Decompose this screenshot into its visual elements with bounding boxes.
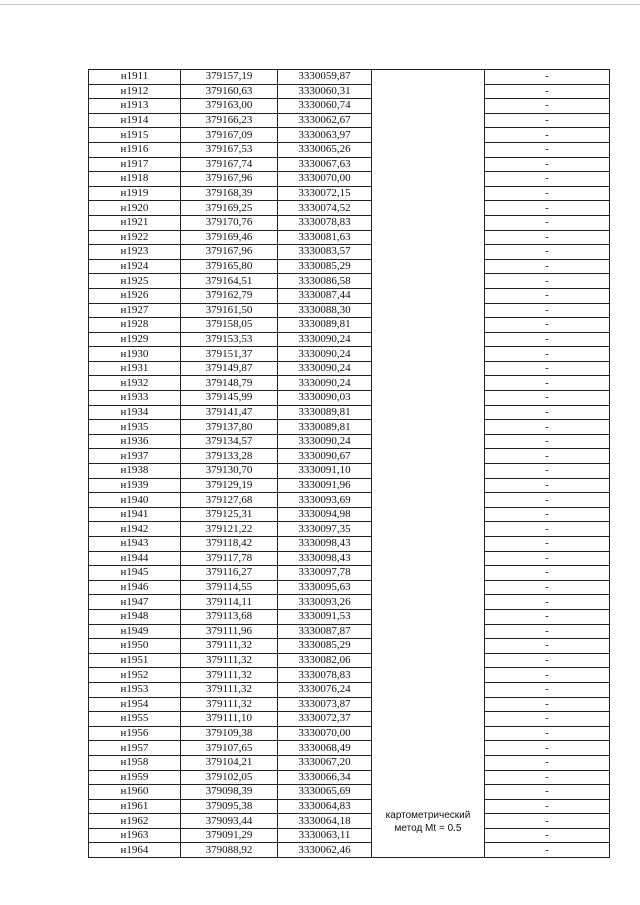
table-row xyxy=(89,785,610,800)
table-row xyxy=(89,128,610,143)
x-coordinate-cell: 379088,92 xyxy=(181,843,278,858)
point-id-cell: н1931 xyxy=(89,361,181,376)
note-cell: - xyxy=(485,726,610,741)
point-id-cell: н1921 xyxy=(89,215,181,230)
table-row xyxy=(89,361,610,376)
table-row xyxy=(89,405,610,420)
point-id-cell: н1914 xyxy=(89,113,181,128)
y-coordinate-cell: 3330094,98 xyxy=(278,507,372,522)
x-coordinate-cell: 379170,76 xyxy=(181,215,278,230)
note-cell: - xyxy=(485,70,610,85)
point-id-cell: н1918 xyxy=(89,172,181,187)
y-coordinate-cell: 3330098,43 xyxy=(278,537,372,552)
x-coordinate-cell: 379111,32 xyxy=(181,639,278,654)
y-coordinate-cell: 3330068,49 xyxy=(278,741,372,756)
point-id-cell: н1923 xyxy=(89,245,181,260)
y-coordinate-cell: 3330095,63 xyxy=(278,580,372,595)
note-cell: - xyxy=(485,566,610,581)
note-cell: - xyxy=(485,405,610,420)
table-row xyxy=(89,580,610,595)
y-coordinate-cell: 3330087,44 xyxy=(278,288,372,303)
note-cell: - xyxy=(485,595,610,610)
point-id-cell: н1934 xyxy=(89,405,181,420)
table-row xyxy=(89,507,610,522)
y-coordinate-cell: 3330067,63 xyxy=(278,157,372,172)
y-coordinate-cell: 3330062,46 xyxy=(278,843,372,858)
note-cell: - xyxy=(485,799,610,814)
x-coordinate-cell: 379093,44 xyxy=(181,814,278,829)
note-cell: - xyxy=(485,843,610,858)
y-coordinate-cell: 3330089,81 xyxy=(278,318,372,333)
point-id-cell: н1935 xyxy=(89,420,181,435)
table-row xyxy=(89,478,610,493)
x-coordinate-cell: 379166,23 xyxy=(181,113,278,128)
note-cell: - xyxy=(485,624,610,639)
note-cell: - xyxy=(485,682,610,697)
x-coordinate-cell: 379125,31 xyxy=(181,507,278,522)
x-coordinate-cell: 379137,80 xyxy=(181,420,278,435)
point-id-cell: н1927 xyxy=(89,303,181,318)
note-cell: - xyxy=(485,361,610,376)
note-cell: - xyxy=(485,245,610,260)
y-coordinate-cell: 3330060,74 xyxy=(278,99,372,114)
table-row xyxy=(89,464,610,479)
point-id-cell: н1949 xyxy=(89,624,181,639)
point-id-cell: н1944 xyxy=(89,551,181,566)
note-cell: - xyxy=(485,449,610,464)
x-coordinate-cell: 379160,63 xyxy=(181,84,278,99)
x-coordinate-cell: 379114,11 xyxy=(181,595,278,610)
note-cell: - xyxy=(485,157,610,172)
x-coordinate-cell: 379111,10 xyxy=(181,712,278,727)
note-cell: - xyxy=(485,201,610,216)
x-coordinate-cell: 379168,39 xyxy=(181,186,278,201)
point-id-cell: н1912 xyxy=(89,84,181,99)
point-id-cell: н1938 xyxy=(89,464,181,479)
x-coordinate-cell: 379107,65 xyxy=(181,741,278,756)
note-cell: - xyxy=(485,215,610,230)
y-coordinate-cell: 3330090,03 xyxy=(278,391,372,406)
y-coordinate-cell: 3330065,69 xyxy=(278,785,372,800)
table-row xyxy=(89,449,610,464)
coordinates-table-body xyxy=(89,70,610,858)
point-id-cell: н1950 xyxy=(89,639,181,654)
note-cell: - xyxy=(485,493,610,508)
note-cell: - xyxy=(485,99,610,114)
x-coordinate-cell: 379121,22 xyxy=(181,522,278,537)
point-id-cell: н1926 xyxy=(89,288,181,303)
point-id-cell: н1922 xyxy=(89,230,181,245)
note-cell: - xyxy=(485,478,610,493)
note-cell: - xyxy=(485,653,610,668)
table-row xyxy=(89,99,610,114)
point-id-cell: н1932 xyxy=(89,376,181,391)
point-id-cell: н1930 xyxy=(89,347,181,362)
y-coordinate-cell: 3330090,24 xyxy=(278,376,372,391)
x-coordinate-cell: 379162,79 xyxy=(181,288,278,303)
table-row xyxy=(89,726,610,741)
y-coordinate-cell: 3330081,63 xyxy=(278,230,372,245)
note-cell: - xyxy=(485,142,610,157)
table-row xyxy=(89,84,610,99)
table-row xyxy=(89,522,610,537)
point-id-cell: н1929 xyxy=(89,332,181,347)
point-id-cell: н1957 xyxy=(89,741,181,756)
y-coordinate-cell: 3330070,00 xyxy=(278,726,372,741)
table-row xyxy=(89,215,610,230)
y-coordinate-cell: 3330088,30 xyxy=(278,303,372,318)
table-row xyxy=(89,318,610,333)
point-id-cell: н1955 xyxy=(89,712,181,727)
note-cell: - xyxy=(485,347,610,362)
y-coordinate-cell: 3330064,83 xyxy=(278,799,372,814)
x-coordinate-cell: 379153,53 xyxy=(181,332,278,347)
method-label-line1: картометрический xyxy=(385,810,471,822)
y-coordinate-cell: 3330070,00 xyxy=(278,172,372,187)
point-id-cell: н1960 xyxy=(89,785,181,800)
y-coordinate-cell: 3330091,10 xyxy=(278,464,372,479)
table-row xyxy=(89,697,610,712)
table-row xyxy=(89,799,610,814)
note-cell: - xyxy=(485,580,610,595)
x-coordinate-cell: 379111,32 xyxy=(181,668,278,683)
x-coordinate-cell: 379167,96 xyxy=(181,245,278,260)
x-coordinate-cell: 379151,37 xyxy=(181,347,278,362)
point-id-cell: н1952 xyxy=(89,668,181,683)
y-coordinate-cell: 3330085,29 xyxy=(278,259,372,274)
note-cell: - xyxy=(485,755,610,770)
x-coordinate-cell: 379141,47 xyxy=(181,405,278,420)
note-cell: - xyxy=(485,522,610,537)
note-cell: - xyxy=(485,303,610,318)
point-id-cell: н1916 xyxy=(89,142,181,157)
note-cell: - xyxy=(485,186,610,201)
point-id-cell: н1964 xyxy=(89,843,181,858)
note-cell: - xyxy=(485,537,610,552)
table-row xyxy=(89,682,610,697)
point-id-cell: н1963 xyxy=(89,828,181,843)
x-coordinate-cell: 379117,78 xyxy=(181,551,278,566)
x-coordinate-cell: 379129,19 xyxy=(181,478,278,493)
table-row xyxy=(89,653,610,668)
table-row xyxy=(89,741,610,756)
y-coordinate-cell: 3330063,11 xyxy=(278,828,372,843)
y-coordinate-cell: 3330065,26 xyxy=(278,142,372,157)
x-coordinate-cell: 379111,32 xyxy=(181,653,278,668)
note-cell: - xyxy=(485,84,610,99)
point-id-cell: н1956 xyxy=(89,726,181,741)
table-row xyxy=(89,624,610,639)
x-coordinate-cell: 379145,99 xyxy=(181,391,278,406)
point-id-cell: н1945 xyxy=(89,566,181,581)
note-cell: - xyxy=(485,609,610,624)
y-coordinate-cell: 3330089,81 xyxy=(278,405,372,420)
x-coordinate-cell: 379113,68 xyxy=(181,609,278,624)
x-coordinate-cell: 379118,42 xyxy=(181,537,278,552)
y-coordinate-cell: 3330086,58 xyxy=(278,274,372,289)
point-id-cell: н1940 xyxy=(89,493,181,508)
x-coordinate-cell: 379133,28 xyxy=(181,449,278,464)
table-row xyxy=(89,595,610,610)
y-coordinate-cell: 3330076,24 xyxy=(278,682,372,697)
y-coordinate-cell: 3330090,24 xyxy=(278,361,372,376)
x-coordinate-cell: 379165,80 xyxy=(181,259,278,274)
x-coordinate-cell: 379157,19 xyxy=(181,70,278,85)
point-id-cell: н1911 xyxy=(89,70,181,85)
x-coordinate-cell: 379149,87 xyxy=(181,361,278,376)
y-coordinate-cell: 3330060,31 xyxy=(278,84,372,99)
table-row xyxy=(89,245,610,260)
note-cell: - xyxy=(485,391,610,406)
x-coordinate-cell: 379114,55 xyxy=(181,580,278,595)
table-row xyxy=(89,493,610,508)
table-row xyxy=(89,551,610,566)
table-row xyxy=(89,347,610,362)
point-id-cell: н1936 xyxy=(89,434,181,449)
note-cell: - xyxy=(485,274,610,289)
note-cell: - xyxy=(485,230,610,245)
point-id-cell: н1928 xyxy=(89,318,181,333)
table-row xyxy=(89,376,610,391)
note-cell: - xyxy=(485,113,610,128)
note-cell: - xyxy=(485,828,610,843)
table-row xyxy=(89,668,610,683)
y-coordinate-cell: 3330097,35 xyxy=(278,522,372,537)
note-cell: - xyxy=(485,697,610,712)
table-row xyxy=(89,70,610,85)
point-id-cell: н1961 xyxy=(89,799,181,814)
point-id-cell: н1920 xyxy=(89,201,181,216)
note-cell: - xyxy=(485,507,610,522)
point-id-cell: н1915 xyxy=(89,128,181,143)
coordinates-table xyxy=(88,69,610,858)
point-id-cell: н1946 xyxy=(89,580,181,595)
point-id-cell: н1925 xyxy=(89,274,181,289)
x-coordinate-cell: 379164,51 xyxy=(181,274,278,289)
method-label-line2: метод Mt = 0.5 xyxy=(394,823,462,835)
y-coordinate-cell: 3330090,67 xyxy=(278,449,372,464)
y-coordinate-cell: 3330097,78 xyxy=(278,566,372,581)
note-cell: - xyxy=(485,128,610,143)
point-id-cell: н1942 xyxy=(89,522,181,537)
y-coordinate-cell: 3330074,52 xyxy=(278,201,372,216)
x-coordinate-cell: 379104,21 xyxy=(181,755,278,770)
x-coordinate-cell: 379169,46 xyxy=(181,230,278,245)
y-coordinate-cell: 3330078,83 xyxy=(278,215,372,230)
table-row xyxy=(89,172,610,187)
table-row xyxy=(89,434,610,449)
table-row xyxy=(89,201,610,216)
point-id-cell: н1924 xyxy=(89,259,181,274)
point-id-cell: н1959 xyxy=(89,770,181,785)
table-row xyxy=(89,332,610,347)
point-id-cell: н1937 xyxy=(89,449,181,464)
method-cell xyxy=(372,70,485,858)
table-row xyxy=(89,770,610,785)
y-coordinate-cell: 3330063,97 xyxy=(278,128,372,143)
point-id-cell: н1947 xyxy=(89,595,181,610)
table-row xyxy=(89,566,610,581)
note-cell: - xyxy=(485,551,610,566)
x-coordinate-cell: 379111,32 xyxy=(181,682,278,697)
note-cell: - xyxy=(485,332,610,347)
x-coordinate-cell: 379167,96 xyxy=(181,172,278,187)
note-cell: - xyxy=(485,741,610,756)
x-coordinate-cell: 379169,25 xyxy=(181,201,278,216)
table-row xyxy=(89,537,610,552)
note-cell: - xyxy=(485,172,610,187)
y-coordinate-cell: 3330089,81 xyxy=(278,420,372,435)
table-row xyxy=(89,843,610,858)
table-row xyxy=(89,391,610,406)
x-coordinate-cell: 379127,68 xyxy=(181,493,278,508)
x-coordinate-cell: 379102,05 xyxy=(181,770,278,785)
y-coordinate-cell: 3330059,87 xyxy=(278,70,372,85)
point-id-cell: н1948 xyxy=(89,609,181,624)
table-row xyxy=(89,303,610,318)
point-id-cell: н1919 xyxy=(89,186,181,201)
note-cell: - xyxy=(485,712,610,727)
x-coordinate-cell: 379091,29 xyxy=(181,828,278,843)
note-cell: - xyxy=(485,434,610,449)
y-coordinate-cell: 3330091,53 xyxy=(278,609,372,624)
note-cell: - xyxy=(485,464,610,479)
note-cell: - xyxy=(485,639,610,654)
y-coordinate-cell: 3330082,06 xyxy=(278,653,372,668)
x-coordinate-cell: 379158,05 xyxy=(181,318,278,333)
y-coordinate-cell: 3330073,87 xyxy=(278,697,372,712)
x-coordinate-cell: 379148,79 xyxy=(181,376,278,391)
note-cell: - xyxy=(485,785,610,800)
table-row xyxy=(89,814,610,829)
table-row xyxy=(89,230,610,245)
table-row xyxy=(89,755,610,770)
point-id-cell: н1954 xyxy=(89,697,181,712)
point-id-cell: н1958 xyxy=(89,755,181,770)
note-cell: - xyxy=(485,288,610,303)
y-coordinate-cell: 3330062,67 xyxy=(278,113,372,128)
point-id-cell: н1953 xyxy=(89,682,181,697)
x-coordinate-cell: 379098,39 xyxy=(181,785,278,800)
x-coordinate-cell: 379134,57 xyxy=(181,434,278,449)
table-row xyxy=(89,274,610,289)
y-coordinate-cell: 3330064,18 xyxy=(278,814,372,829)
table-row xyxy=(89,142,610,157)
x-coordinate-cell: 379111,96 xyxy=(181,624,278,639)
x-coordinate-cell: 379111,32 xyxy=(181,697,278,712)
note-cell: - xyxy=(485,814,610,829)
x-coordinate-cell: 379116,27 xyxy=(181,566,278,581)
table-row xyxy=(89,186,610,201)
x-coordinate-cell: 379130,70 xyxy=(181,464,278,479)
x-coordinate-cell: 379161,50 xyxy=(181,303,278,318)
point-id-cell: н1913 xyxy=(89,99,181,114)
y-coordinate-cell: 3330091,96 xyxy=(278,478,372,493)
table-row xyxy=(89,712,610,727)
table-row xyxy=(89,420,610,435)
scan-top-edge-line xyxy=(0,4,640,5)
x-coordinate-cell: 379167,74 xyxy=(181,157,278,172)
table-row xyxy=(89,157,610,172)
x-coordinate-cell: 379167,53 xyxy=(181,142,278,157)
y-coordinate-cell: 3330067,20 xyxy=(278,755,372,770)
y-coordinate-cell: 3330078,83 xyxy=(278,668,372,683)
note-cell: - xyxy=(485,259,610,274)
y-coordinate-cell: 3330083,57 xyxy=(278,245,372,260)
point-id-cell: н1933 xyxy=(89,391,181,406)
y-coordinate-cell: 3330085,29 xyxy=(278,639,372,654)
note-cell: - xyxy=(485,420,610,435)
table-row xyxy=(89,113,610,128)
table-row xyxy=(89,288,610,303)
point-id-cell: н1943 xyxy=(89,537,181,552)
table-row xyxy=(89,828,610,843)
x-coordinate-cell: 379109,38 xyxy=(181,726,278,741)
x-coordinate-cell: 379095,38 xyxy=(181,799,278,814)
y-coordinate-cell: 3330090,24 xyxy=(278,332,372,347)
y-coordinate-cell: 3330072,37 xyxy=(278,712,372,727)
y-coordinate-cell: 3330090,24 xyxy=(278,434,372,449)
note-cell: - xyxy=(485,668,610,683)
point-id-cell: н1962 xyxy=(89,814,181,829)
note-cell: - xyxy=(485,770,610,785)
point-id-cell: н1939 xyxy=(89,478,181,493)
point-id-cell: н1941 xyxy=(89,507,181,522)
table-row xyxy=(89,639,610,654)
y-coordinate-cell: 3330072,15 xyxy=(278,186,372,201)
note-cell: - xyxy=(485,318,610,333)
y-coordinate-cell: 3330093,26 xyxy=(278,595,372,610)
y-coordinate-cell: 3330098,43 xyxy=(278,551,372,566)
note-cell: - xyxy=(485,376,610,391)
y-coordinate-cell: 3330087,87 xyxy=(278,624,372,639)
x-coordinate-cell: 379167,09 xyxy=(181,128,278,143)
table-row xyxy=(89,259,610,274)
y-coordinate-cell: 3330093,69 xyxy=(278,493,372,508)
x-coordinate-cell: 379163,00 xyxy=(181,99,278,114)
table-row xyxy=(89,609,610,624)
y-coordinate-cell: 3330066,34 xyxy=(278,770,372,785)
point-id-cell: н1951 xyxy=(89,653,181,668)
y-coordinate-cell: 3330090,24 xyxy=(278,347,372,362)
point-id-cell: н1917 xyxy=(89,157,181,172)
